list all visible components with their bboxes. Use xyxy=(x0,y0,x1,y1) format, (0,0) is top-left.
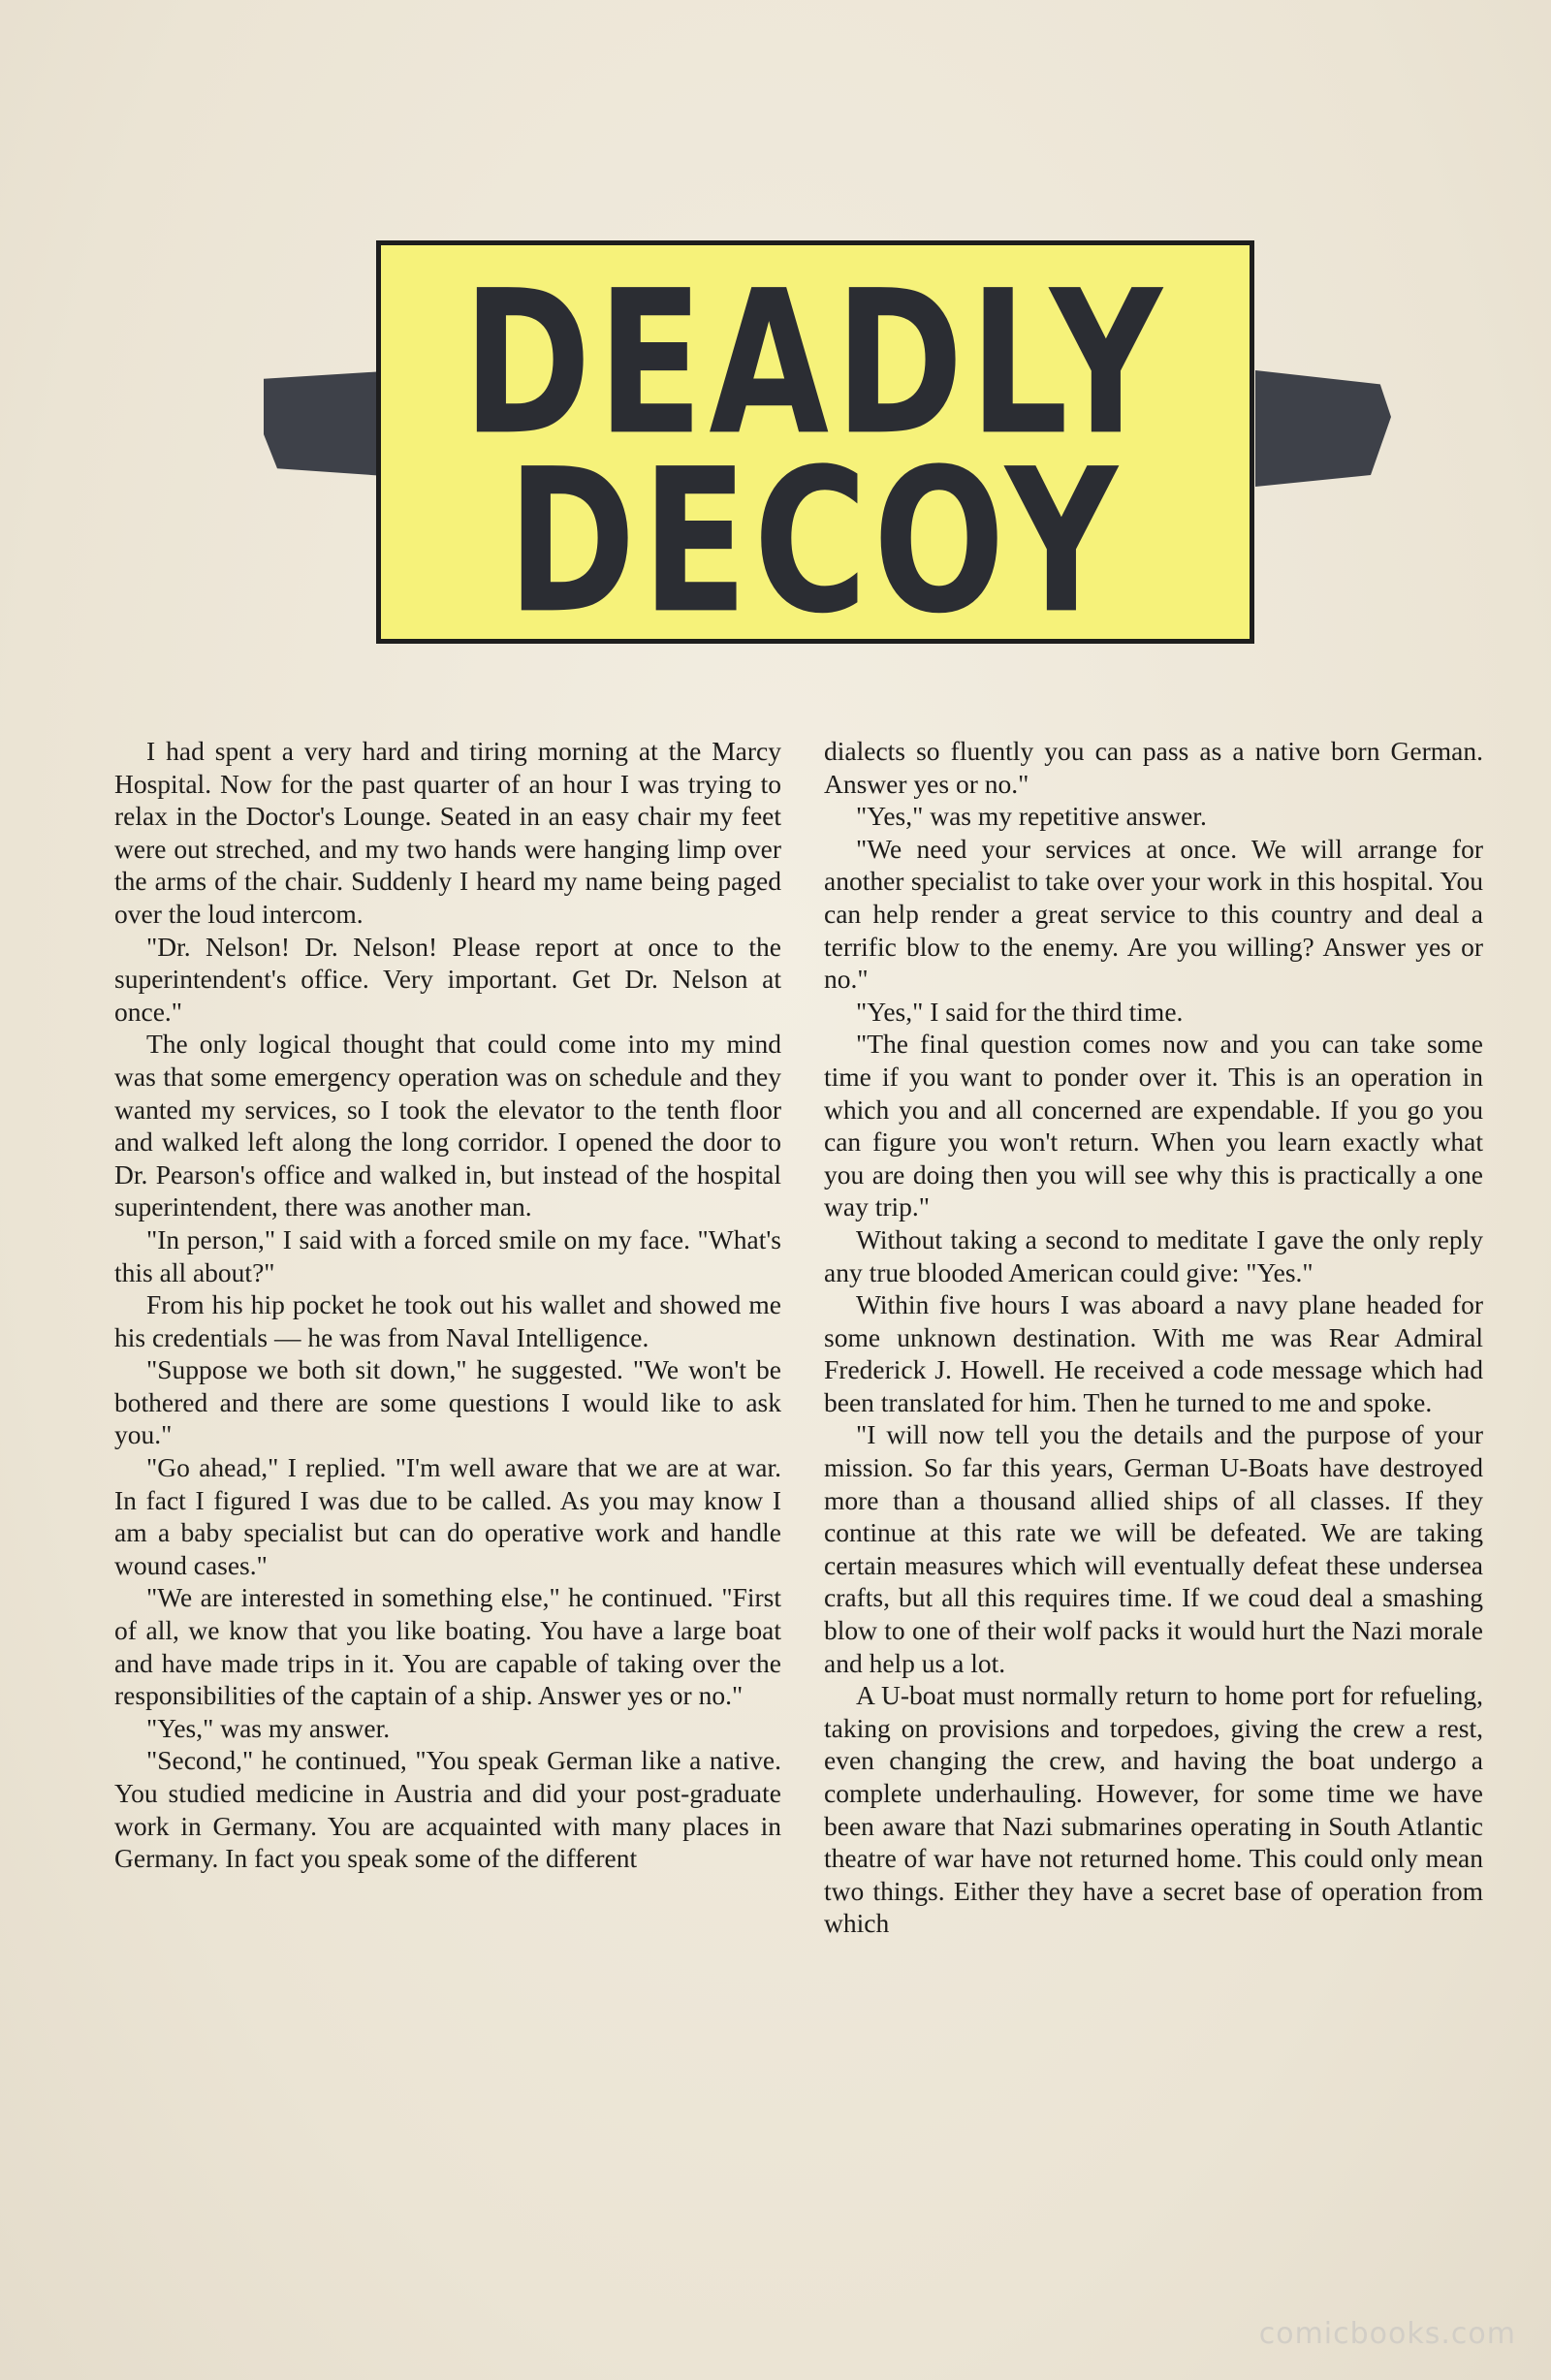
paragraph: "I will now tell you the details and the purpose of your mission. So far this years, German U-Boats have destroyed more than a thousand allied ships of all classes. If they continue at this rate we will be defeated. We are taking certain measures which will eventually defeat these undersea crafts, but all this requires time. If we coud deal a smashing blow to one of their wolf packs it would hurt the Nazi morale and help us a lot. xyxy=(824,1419,1483,1678)
paragraph: "Go ahead," I replied. "I'm well aware that we are at war. In fact I figured I was due to be called. As you may know I am a baby specialist but can do operative work and handle wound cases." xyxy=(114,1452,781,1580)
paragraph: "We need your services at once. We will arrange for another specialist to take over your work in this hospital. You can help render a great service to this country and deal a terrific blow to the enemy. Are you willing? Answer yes or no." xyxy=(824,833,1483,995)
paragraph: "Yes," was my repetitive answer. xyxy=(856,801,1207,832)
paragraph: "Second," he continued, "You speak German like a native. You studied medicine in Austria and did your post-graduate work in Germany. You are acquainted with many places in Germany. In fact you speak some of the different xyxy=(114,1745,781,1874)
paragraph: "Yes," I said for the third time. xyxy=(856,996,1184,1027)
text-column-left xyxy=(114,735,781,1875)
paragraph: The only logical thought that could come into my mind was that some emergency operation was on schedule and they wanted my services, so I took the elevator to the tenth floor and walked left along the long corridor. I opened the door to Dr. Pearson's office and walked in, but instead of the hospital superintendent, there was another man. xyxy=(114,1029,781,1222)
paragraph: "In person," I said with a forced smile on my face. "What's this all about?" xyxy=(114,1223,781,1287)
title-banner xyxy=(0,0,1551,698)
paragraph: "The final question comes now and you can take some time if you want to ponder over it. This is an operation in which you and all concerned are expendable. If you go you can figure you won't return. When you learn exactly what you are doing then you will see why this is practically a one way trip." xyxy=(824,1029,1483,1222)
paragraph: Within five hours I was aboard a navy plane headed for some unknown destination. With me was Rear Admiral Frederick J. Howell. He received a code message which had been translated for him. Then he turned to me and spoke. xyxy=(824,1289,1483,1417)
paragraph: I had spent a very hard and tiring morning at the Marcy Hospital. Now for the past quarter of an hour I was trying to relax in the Doctor's Lounge. Seated in an easy chair my feet were out streched, and my two hands were hanging limp over the arms of the chair. Suddenly I heard my name being paged over the loud intercom. xyxy=(114,736,781,929)
title-line-2: DECOY xyxy=(507,425,1124,658)
paragraph: "Yes," was my answer. xyxy=(146,1712,391,1743)
site-watermark: comicbooks.com xyxy=(1258,2317,1516,2351)
paragraph: "Dr. Nelson! Dr. Nelson! Please report at once to the superintendent's office. Very important. Get Dr. Nelson at once." xyxy=(114,931,781,1027)
paragraph: From his hip pocket he took out his wallet and showed me his credentials — he was from Naval Intelligence. xyxy=(114,1289,781,1352)
text-column-right xyxy=(824,735,1483,1940)
paragraph: "We are interested in something else," he continued. "First of all, we know that you like boating. You have a large boat and have made trips in it. You are capable of taking over the responsibilities of the captain of a ship. Answer yes or no." xyxy=(114,1582,781,1711)
title-box xyxy=(376,240,1254,658)
paragraph: A U-boat must normally return to home port for refueling, taking on provisions and torpedoes, giving the crew a rest, even changing the crew, and having the boat undergo a complete underhauling. However, for some time we have been aware that Nazi submarines operating in South Atlantic theatre of war have not returned home. This could only mean two things. Either they have a secret base of operation from which xyxy=(824,1680,1483,1939)
banner-ribbon-right xyxy=(1255,370,1391,487)
title-line-1: DEADLY xyxy=(462,246,1168,480)
paragraph: "Suppose we both sit down," he suggested. "We won't be bothered and there are some questions I would like to ask you." xyxy=(114,1354,781,1450)
paragraph: Without taking a second to meditate I gave the only reply any true blooded American could give: "Yes." xyxy=(824,1223,1483,1287)
paragraph-continued: dialects so fluently you can pass as a native born German. Answer yes or no." xyxy=(824,736,1483,799)
